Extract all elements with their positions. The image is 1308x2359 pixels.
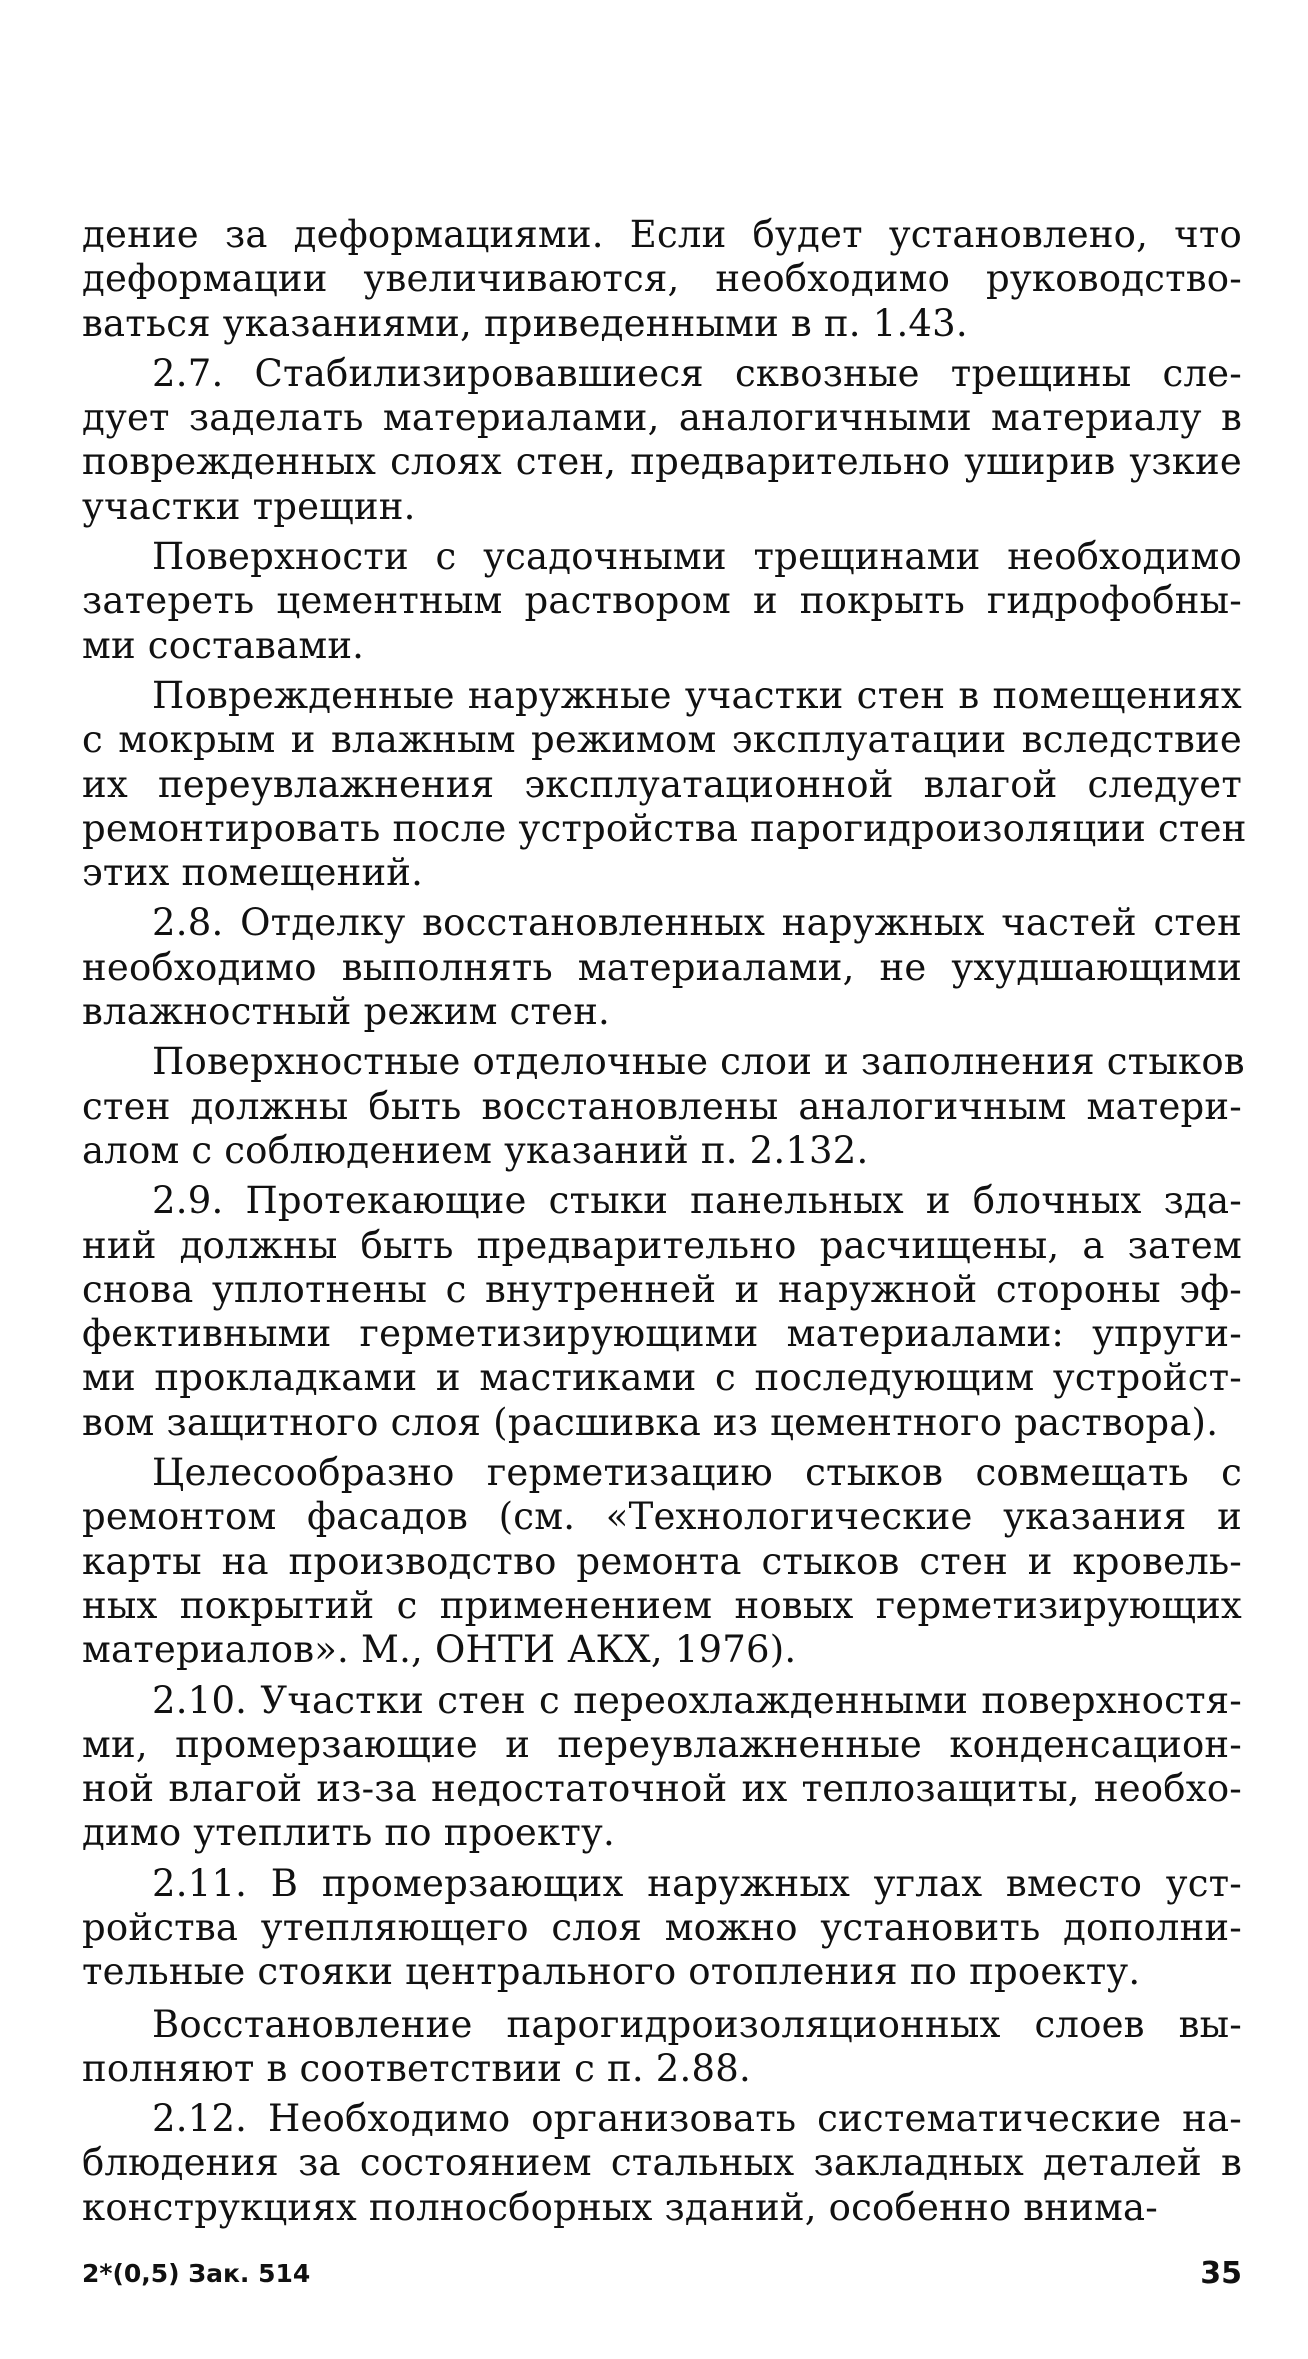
text-line: 2.11. В промерзающих наружных углах вместо уст- bbox=[152, 1861, 1242, 1905]
text-line: алом с соблюдением указаний п. 2.132. bbox=[82, 1128, 869, 1172]
text-line: влажностный режим стен. bbox=[82, 990, 611, 1034]
paragraph bbox=[82, 1040, 1245, 1173]
paragraph bbox=[82, 2097, 1242, 2230]
text-line: карты на производство ремонта стыков стен и кровель- bbox=[82, 1539, 1242, 1583]
text-line: материалов». М., ОНТИ АКХ, 1976). bbox=[82, 1628, 797, 1672]
paragraph bbox=[82, 2003, 1242, 2092]
text-line: ремонтировать после устройства парогидроизоляции стен bbox=[82, 806, 1247, 850]
text-line: ройства утепляющего слоя можно установить дополни- bbox=[82, 1905, 1242, 1949]
text-line: ми прокладками и мастиками с последующим устройст- bbox=[82, 1356, 1242, 1400]
text-line: участки трещин. bbox=[82, 484, 416, 528]
text-line: конструкциях полносборных зданий, особенно внима- bbox=[82, 2185, 1158, 2229]
text-line: их переувлажнения эксплуатационной влагой следует bbox=[82, 762, 1242, 806]
text-line: тельные стояки центрального отопления по проекту. bbox=[82, 1950, 1141, 1994]
text-line: димо утеплить по проекту. bbox=[82, 1811, 615, 1855]
text-line: ремонтом фасадов (см. «Технологические указания и bbox=[82, 1495, 1242, 1539]
text-line: фективными герметизирующими материалами: упруги- bbox=[82, 1312, 1242, 1356]
text-line: этих помещений. bbox=[82, 851, 424, 895]
paragraph bbox=[82, 1179, 1242, 1445]
paragraph bbox=[82, 535, 1242, 668]
text-line: с мокрым и влажным режимом эксплуатации вследствие bbox=[82, 718, 1242, 762]
text-line: Поврежденные наружные участки стен в помещениях bbox=[152, 673, 1242, 717]
text-line: деформации увеличиваются, необходимо руководство- bbox=[82, 257, 1242, 301]
text-line: 2.8. Отделку восстановленных наружных частей стен bbox=[152, 901, 1242, 945]
text-line: Поверхностные отделочные слои и заполнения стыков bbox=[152, 1040, 1245, 1084]
paragraph bbox=[82, 1451, 1242, 1672]
text-line: Целесообразно герметизацию стыков совмещать с bbox=[152, 1451, 1242, 1495]
text-line: 2.12. Необходимо организовать систематические на- bbox=[152, 2097, 1242, 2141]
text-line: Поверхности с усадочными трещинами необходимо bbox=[152, 535, 1242, 579]
text-line: 2.9. Протекающие стыки панельных и блочных зда- bbox=[152, 1179, 1242, 1223]
text-line: поврежденных слоях стен, предварительно уширив узкие bbox=[82, 440, 1242, 484]
text-line: ми составами. bbox=[82, 623, 365, 667]
text-line: полняют в соответствии с п. 2.88. bbox=[82, 2046, 751, 2090]
text-line: 2.7. Стабилизировавшиеся сквозные трещины сле- bbox=[152, 351, 1242, 395]
text-line: затереть цементным раствором и покрыть гидрофобны- bbox=[82, 579, 1242, 623]
text-line: дение за деформациями. Если будет установлено, что bbox=[82, 213, 1242, 256]
text-line: ми, промерзающие и переувлажненные конденсацион- bbox=[82, 1722, 1242, 1766]
paragraph bbox=[82, 213, 1242, 346]
text-line: дует заделать материалами, аналогичными материалу в bbox=[82, 396, 1242, 440]
text-line: Восстановление парогидроизоляционных слоев вы- bbox=[152, 2002, 1242, 2046]
text-line: ваться указаниями, приведенными в п. 1.43. bbox=[82, 301, 968, 345]
text-line: ных покрытий с применением новых герметизирующих bbox=[82, 1583, 1242, 1627]
text-line: снова уплотнены с внутренней и наружной стороны эф- bbox=[82, 1267, 1242, 1311]
text-line: ной влагой из-за недостаточной их теплозащиты, необхо- bbox=[82, 1767, 1242, 1811]
paragraph bbox=[82, 1862, 1242, 1995]
paragraph bbox=[82, 352, 1242, 529]
print-mark: 2*(0,5) Зак. 514 bbox=[82, 2259, 311, 2288]
page-footer bbox=[82, 2254, 1242, 2294]
text-line: необходимо выполнять материалами, не ухудшающими bbox=[82, 945, 1242, 989]
text-line: вом защитного слоя (расшивка из цементного раствора). bbox=[82, 1400, 1219, 1444]
text-line: 2.10. Участки стен с переохлажденными поверхностя- bbox=[152, 1678, 1242, 1722]
text-line: ний должны быть предварительно расчищены, а затем bbox=[82, 1223, 1242, 1267]
paragraph bbox=[82, 1679, 1242, 1856]
body-text bbox=[82, 213, 1247, 2230]
paragraph bbox=[82, 673, 1247, 895]
page-number: 35 bbox=[1200, 2256, 1242, 2291]
text-line: блюдения за состоянием стальных закладных деталей в bbox=[82, 2141, 1242, 2185]
text-line: стен должны быть восстановлены аналогичным матери- bbox=[82, 1084, 1242, 1128]
paragraph bbox=[82, 901, 1242, 1034]
